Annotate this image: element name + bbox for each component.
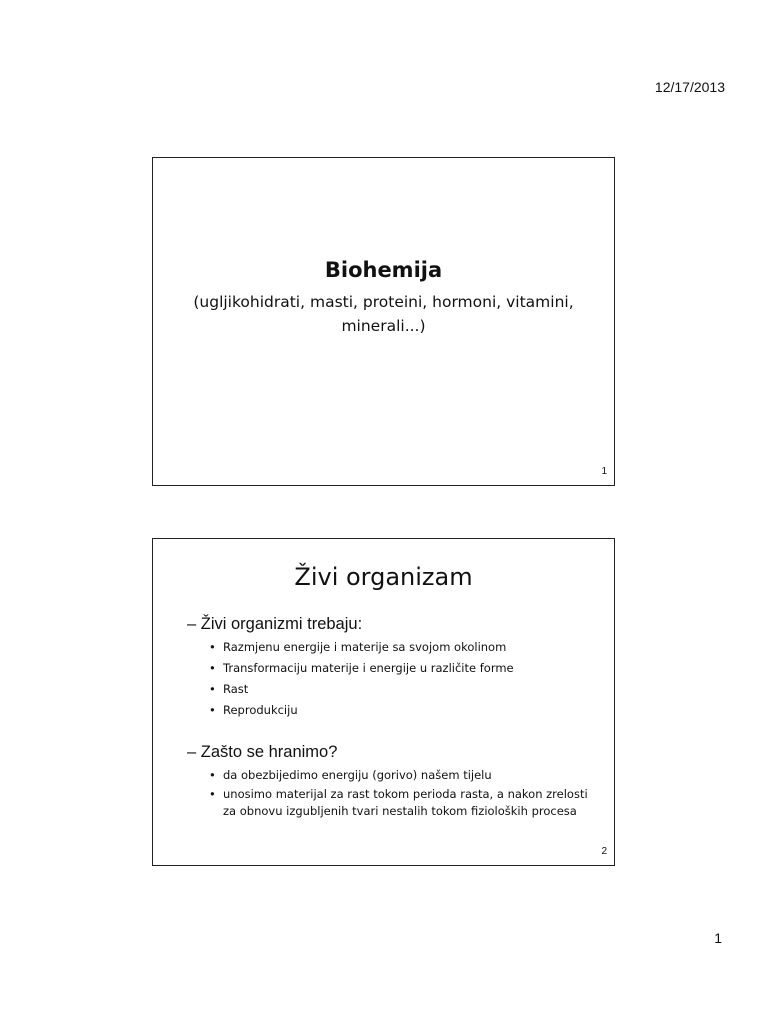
- slide-number: 2: [601, 846, 607, 857]
- slide-thumbnail-1: [152, 157, 615, 486]
- section-heading: – Živi organizmi trebaju:: [187, 615, 363, 633]
- bullet-list: [187, 767, 594, 820]
- slide-subtitle: (ugljikohidrati, masti, proteini, hormoni, vitamini, minerali...): [193, 293, 574, 335]
- section-needs: [187, 613, 594, 723]
- slide-number: 1: [601, 466, 607, 477]
- list-item: • Razmjenu energije i materije sa svojom okolinom: [209, 639, 594, 656]
- list-item: • Rast: [209, 681, 594, 698]
- section-heading: – Zašto se hranimo?: [187, 743, 338, 761]
- section-why-eat: [187, 741, 594, 822]
- list-item: • Reprodukciju: [209, 702, 594, 719]
- print-date: 12/17/2013: [654, 79, 725, 95]
- slide-thumbnail-2: [152, 538, 615, 866]
- list-item: • Transformaciju materije i energije u različite forme: [209, 660, 594, 677]
- slide-title: Biohemija: [324, 258, 443, 282]
- list-item: • da obezbijedimo energiju (gorivo) našem tijelu: [209, 767, 594, 784]
- slide-title: Živi organizam: [294, 563, 473, 591]
- page-number: 1: [714, 930, 722, 946]
- list-item: • unosimo materijal za rast tokom perioda rasta, a nakon zrelosti za obnovu izgubljenih tvari nestalih tokom fizioloških procesa: [209, 786, 594, 820]
- bullet-list: [187, 639, 594, 719]
